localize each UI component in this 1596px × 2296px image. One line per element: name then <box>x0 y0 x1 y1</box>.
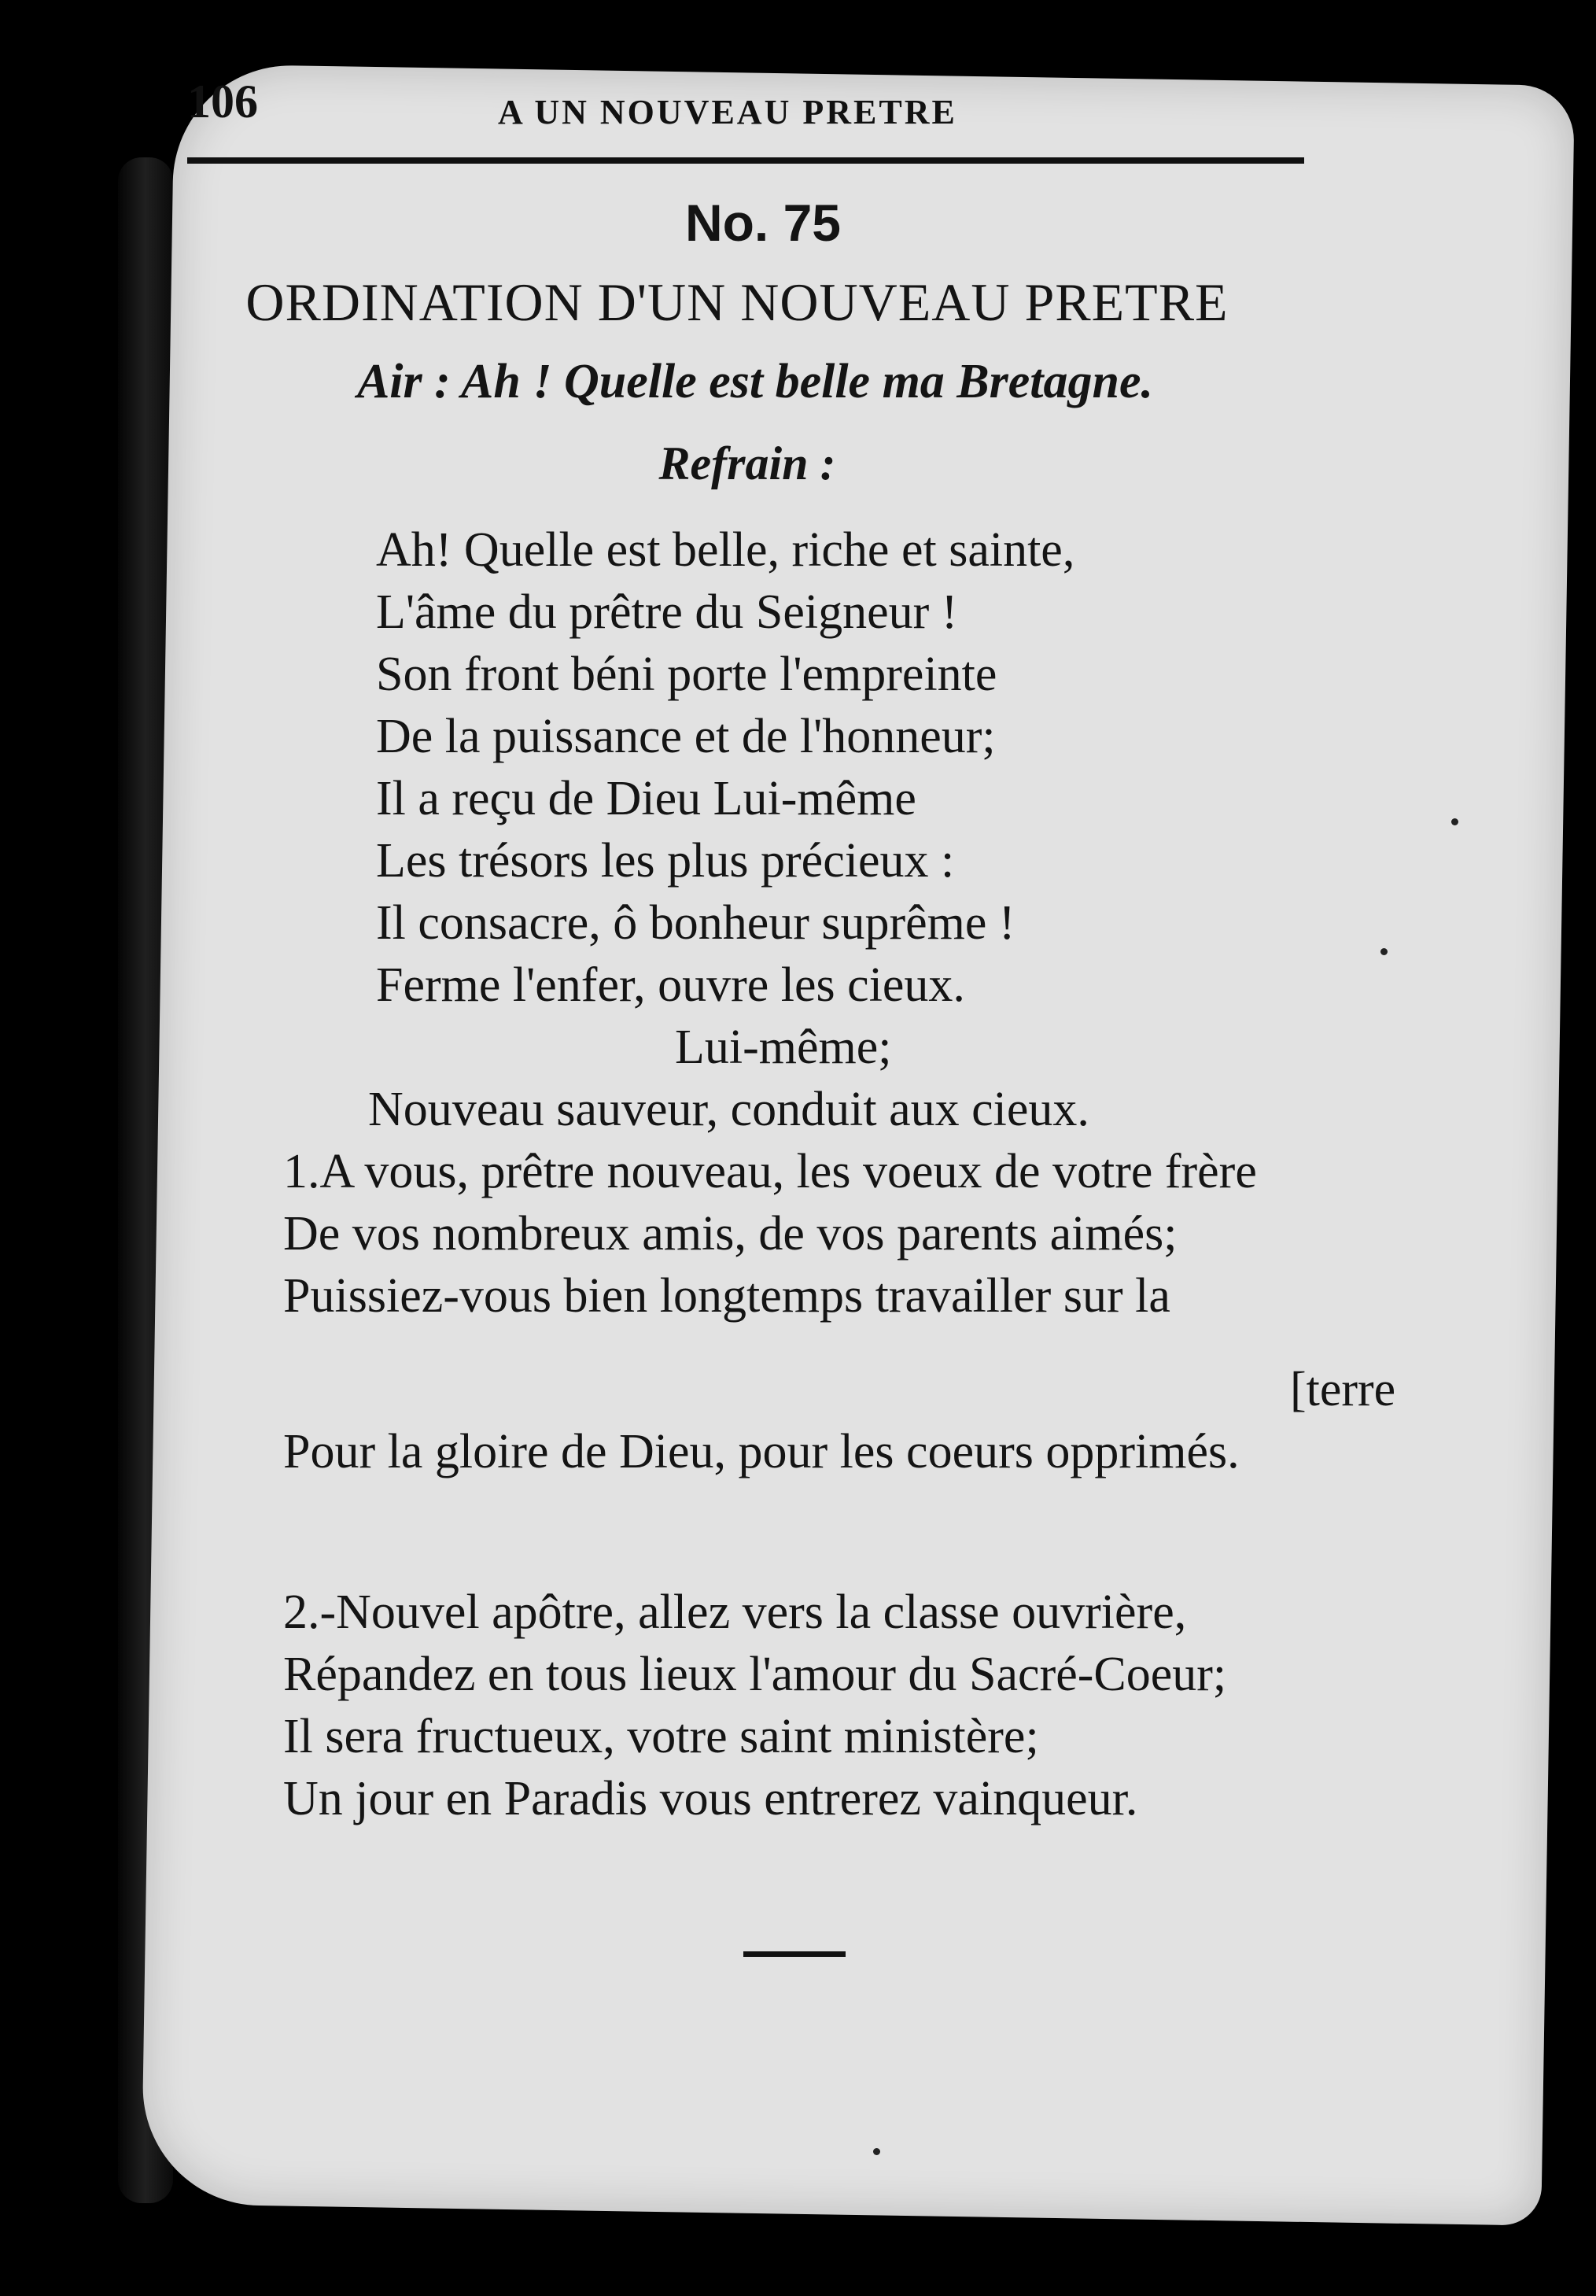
refrain-line: Il consacre, ô bonheur suprême ! <box>376 896 1015 950</box>
verse-2 <box>283 1582 1424 1830</box>
refrain-text <box>368 519 1320 1141</box>
song-title: ORDINATION D'UN NOUVEAU PRETRE <box>245 272 1229 332</box>
verse-line: 2.-Nouvel apôtre, allez vers la classe ouvrière, <box>283 1585 1187 1639</box>
verse-line: De vos nombreux amis, de vos parents aimés; <box>283 1207 1178 1261</box>
ink-speck <box>1380 948 1388 955</box>
verse-line: Un jour en Paradis vous entrerez vainqueur. <box>283 1772 1138 1825</box>
song-number: No. 75 <box>684 194 842 252</box>
running-title: A UN NOUVEAU PRETRE <box>498 93 957 131</box>
page-header <box>187 75 1304 169</box>
refrain-line: Ah! Quelle est belle, riche et sainte, <box>376 523 1075 577</box>
refrain-label: Refrain : <box>658 437 836 489</box>
refrain-line: Nouveau sauveur, conduit aux cieux. <box>368 1083 1089 1136</box>
verse-line: 1.A vous, prêtre nouveau, les voeux de votre frère <box>283 1145 1257 1198</box>
verse-line-continuation: [terre <box>1290 1363 1396 1416</box>
verse-line: Pour la gloire de Dieu, pour les coeurs opprimés. <box>283 1425 1240 1478</box>
refrain-line: L'âme du prêtre du Seigneur ! <box>376 585 958 639</box>
ink-speck <box>873 2148 880 2155</box>
verse-line: Répandez en tous lieux l'amour du Sacré-Coeur; <box>283 1648 1227 1701</box>
refrain-line: De la puissance et de l'honneur; <box>376 710 996 763</box>
verse-line: Puissiez-vous bien longtemps travailler sur la <box>283 1269 1170 1323</box>
ink-speck <box>1451 818 1458 825</box>
refrain-line: Lui-même; <box>675 1021 892 1074</box>
refrain-line: Il a reçu de Dieu Lui-même <box>376 772 916 825</box>
refrain-line: Ferme l'enfer, ouvre les cieux. <box>376 958 965 1012</box>
header-rule <box>187 157 1304 164</box>
page-number: 106 <box>187 76 258 127</box>
verse-1 <box>283 1141 1424 1483</box>
closing-rule <box>743 1951 846 1957</box>
verse-line: Il sera fructueux, votre saint ministère; <box>283 1710 1039 1763</box>
refrain-line: Les trésors les plus précieux : <box>376 834 955 888</box>
tune-indication: Air : Ah ! Quelle est belle ma Bretagne. <box>356 355 1154 408</box>
refrain-line: Son front béni porte l'empreinte <box>376 648 997 701</box>
